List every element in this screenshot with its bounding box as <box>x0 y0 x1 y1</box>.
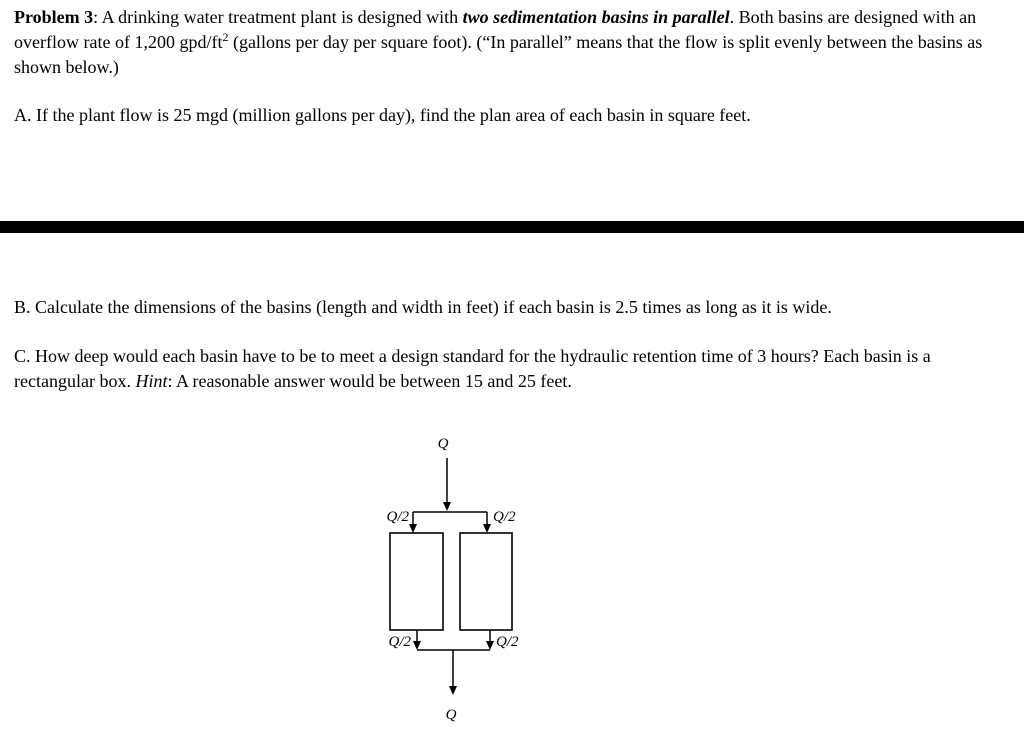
part-c-hint-label: Hint <box>135 371 168 391</box>
part-c-text-2: : A reasonable answer would be between 15 and 25 feet. <box>167 371 572 391</box>
inflow-label: Q <box>437 436 449 452</box>
part-c-text-1: C. How deep would each basin have to be to meet a design standard for the hydraulic retention time of 3 hours? Each basin is a rectangular box. <box>14 346 931 391</box>
basin-right <box>460 533 512 630</box>
split-right-label: Q/2 <box>493 509 516 525</box>
outflow-arrowhead-icon <box>449 686 457 695</box>
flow-diagram-container <box>365 432 540 733</box>
basin-left <box>390 533 443 630</box>
section-divider-bar <box>0 221 1024 233</box>
outlet-left-arrowhead-icon <box>413 641 421 650</box>
problem-body-text-2: (gallons per day per square foot). (“In parallel” means that the flow is split evenly between the basins as shown below.) <box>14 32 983 77</box>
outlet-left-label: Q/2 <box>388 634 411 650</box>
outlet-right-arrowhead-icon <box>486 641 494 650</box>
split-left-arrowhead-icon <box>409 524 417 533</box>
outflow-label: Q <box>445 707 457 723</box>
part-c-text <box>14 344 1012 394</box>
problem-label: Problem 3 <box>14 7 94 27</box>
inflow-arrowhead-icon <box>443 502 451 511</box>
flow-diagram <box>365 432 540 732</box>
part-a-text: A. If the plant flow is 25 mgd (million gallons per day), find the plan area of each basin in square feet. <box>14 105 751 125</box>
problem-body-text-1: . Both basins are designed with an overflow rate of 1,200 gpd/ft <box>14 7 977 52</box>
split-left-label: Q/2 <box>386 509 409 525</box>
problem-superscript: 2 <box>222 30 229 44</box>
part-b-text: B. Calculate the dimensions of the basins (length and width in feet) if each basin is 2.5 times as long as it is wide. <box>14 297 832 317</box>
problem-emphasis-text: two sedimentation basins in parallel <box>462 7 730 27</box>
problem-intro-text: : A drinking water treatment plant is designed with <box>93 7 463 27</box>
split-right-arrowhead-icon <box>483 524 491 533</box>
outlet-right-label: Q/2 <box>496 634 519 650</box>
problem-statement <box>14 5 1012 80</box>
